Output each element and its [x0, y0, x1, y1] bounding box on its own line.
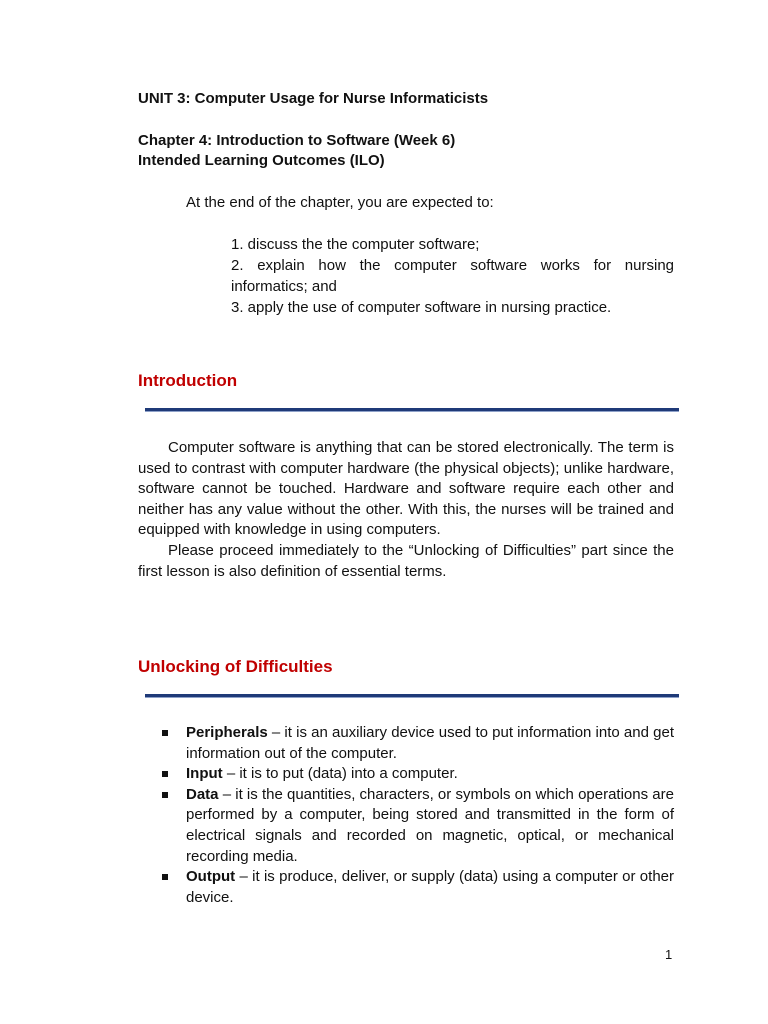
definition-item — [160, 764, 674, 785]
learning-outcome-item: 3. apply the use of computer software in nursing practice. — [231, 299, 612, 316]
square-bullet-icon — [162, 874, 168, 880]
square-bullet-icon — [162, 730, 168, 736]
introduction-paragraph: Computer software is anything that can be stored electronically. The term is used to contrast with computer hardware (the physical objects); unlike hardware, software cannot be touched. Hardware and software require each other and neither has any value without the other. With this, the nurses will be trained and equipped with knowledge in using computers. — [138, 439, 674, 539]
introduction-heading: Introduction — [138, 371, 238, 390]
unit-title: UNIT 3: Computer Usage for Nurse Informaticists — [138, 90, 489, 107]
definition-term: Peripherals — [186, 724, 268, 741]
learning-outcomes-list — [231, 234, 674, 318]
definition-text: – it is to put (data) into a computer. — [222, 765, 458, 783]
definition-item — [160, 723, 674, 764]
definition-term: Data — [186, 785, 219, 803]
ilo-lead-in: At the end of the chapter, you are expected to: — [186, 194, 494, 211]
definition-term: Input — [186, 765, 223, 783]
ilo-title: Intended Learning Outcomes (ILO) — [138, 152, 385, 169]
learning-outcome-item: 2. explain how the computer software works for nursing informatics; and — [231, 257, 674, 295]
definition-text: – it is an auxiliary device used to put information into and get information out of the computer. — [186, 724, 674, 762]
page-number: 1 — [665, 947, 673, 962]
definition-text: – it is produce, deliver, or supply (data) using a computer or other device. — [186, 868, 674, 906]
definition-term: Output — [186, 868, 236, 886]
unlocking-heading: Unlocking of Difficulties — [138, 657, 333, 676]
learning-outcome-item: 1. discuss the the computer software; — [231, 236, 480, 253]
square-bullet-icon — [162, 792, 168, 798]
square-bullet-icon — [162, 771, 168, 777]
introduction-body — [138, 438, 674, 582]
definition-item — [160, 785, 674, 867]
introduction-divider — [145, 408, 679, 412]
definition-text: – it is the quantities, characters, or symbols on which operations are performed by a computer, being stored and transmitted in the form of electrical signals and recorded on magnetic, optical, or mechanical recording media. — [186, 785, 674, 865]
chapter-heading-block — [138, 131, 455, 171]
unlocking-divider — [145, 694, 679, 698]
definitions-list — [160, 723, 674, 908]
introduction-paragraph: Please proceed immediately to the “Unlocking of Difficulties” part since the first lesson is also definition of essential terms. — [138, 541, 674, 580]
chapter-title: Chapter 4: Introduction to Software (Week 6) — [138, 132, 456, 149]
definition-item — [160, 867, 674, 908]
